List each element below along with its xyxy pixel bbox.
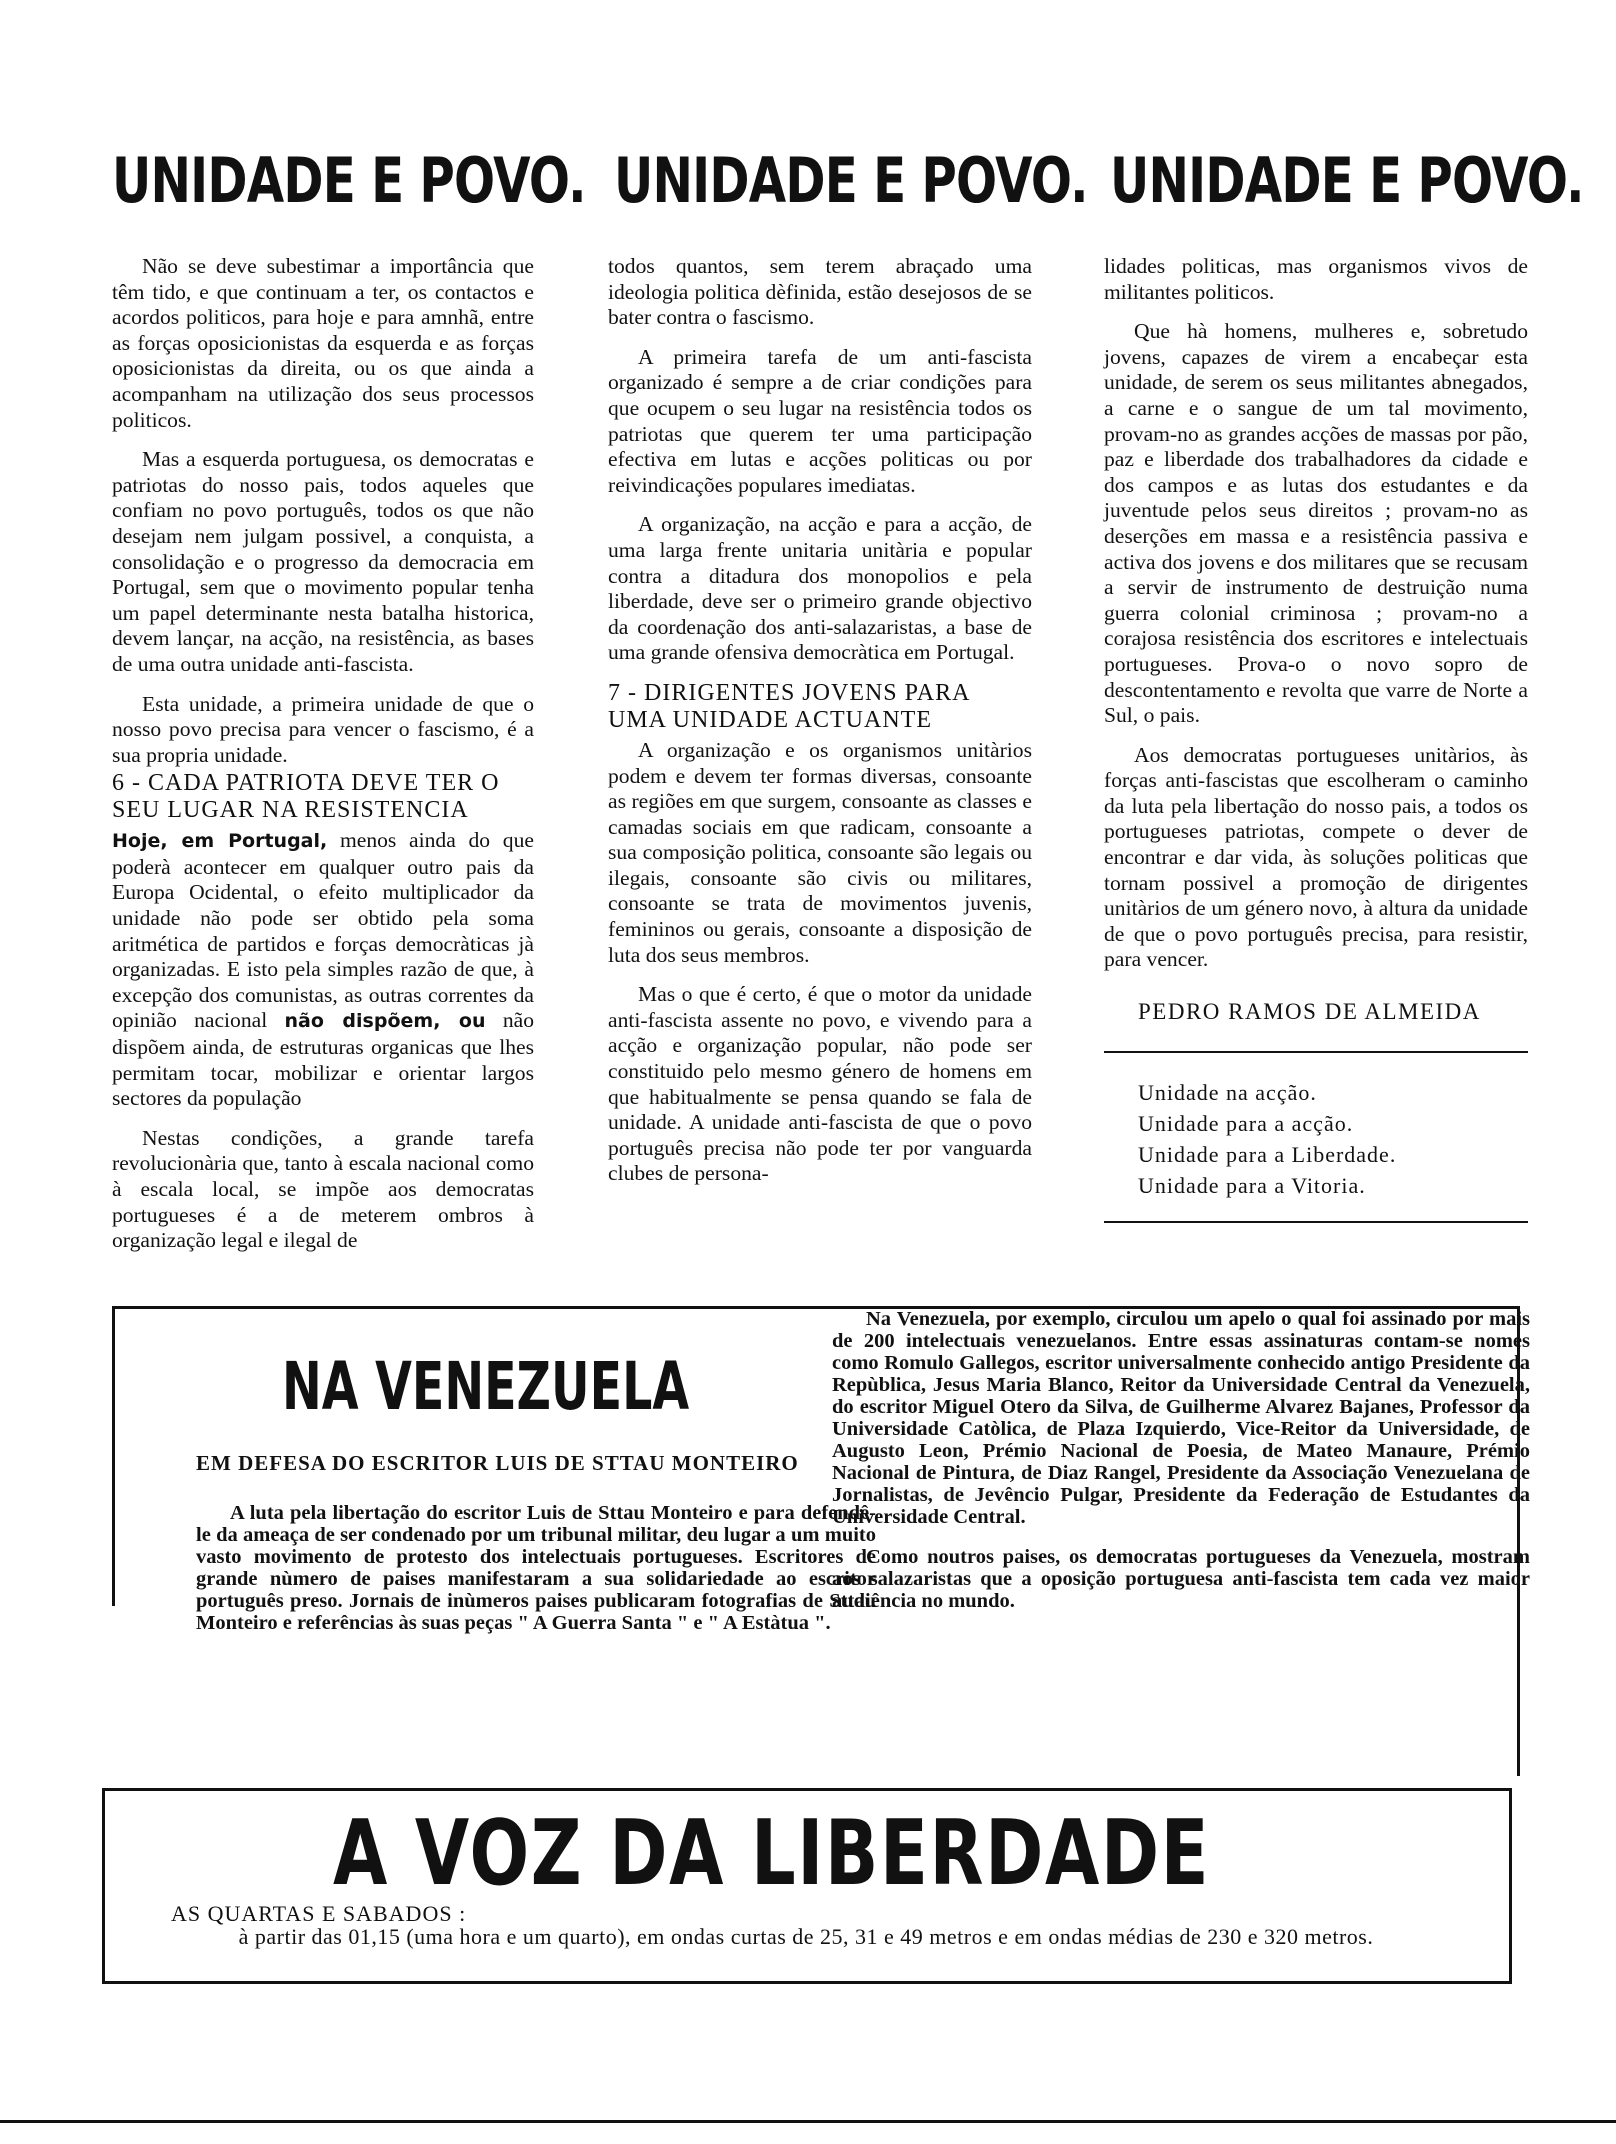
headline-3: UNIDADE E POVO.: [1110, 144, 1584, 217]
text-run: não dispõem ainda, de estruturas organicas que lhes permitam tocar, mobilizar e orientar largos sectores da população: [112, 1008, 534, 1111]
paragraph: A primeira tarefa de um anti-fascista organizado é sempre a de criar condições para que ocupem o seu lugar na resistência todos os patriotas que querem ter uma participação efectiva em lutas e acções politicas ou por reivindicações populares imediatas.: [608, 344, 1032, 497]
slogan: Unidade para a Vitoria.: [1138, 1172, 1366, 1198]
venezuela-body-right: [832, 1308, 1530, 1630]
venezuela-headline: NA VENEZUELA: [282, 1348, 690, 1425]
radio-schedule: AS QUARTAS E SABADOS :: [171, 1901, 467, 1926]
page-bottom-rule: [0, 2120, 1616, 2123]
paragraph: A organização, na acção e para a acção, de uma larga frente unitaria unitària e popular contra a ditadura dos monopolios e pela liberdade, deve ser o primeiro grande objectivo da coordenação dos anti-salazaristas, a base de uma grande ofensiva democràtica em Portugal.: [608, 512, 1032, 665]
paragraph: A organização e os organismos unitàrios podem e devem ter formas diversas, consoante as regiões em que surgem, consoante as classes e camadas sociais em que radicam, consoante a sua composição politica, consoante são legais ou ilegais, consoante são civis ou militares, consoante se trata de movimentos juvenis, femininos ou gerais, consoante a disposição de luta dos seus membros.: [608, 737, 1032, 967]
paragraph: Não se deve subestimar a importância que têm tido, e que continuam a ter, os contactos e acordos politicos, para hoje e para amnhã, entre as forças oposicionistas da esquerda e as forças oposicionistas da direita, ou os que ainda a acompanham na utilização dos seus processos politicos.: [112, 254, 534, 432]
divider: [1104, 1051, 1528, 1053]
slogan: Unidade na acção.: [1138, 1079, 1317, 1105]
venezuela-subhead: EM DEFESA DO ESCRITOR LUIS DE STTAU MONTEIRO: [196, 1451, 799, 1475]
paragraph: A luta pela libertação do escritor Luis de Sttau Monteiro e para defendê-le da ameaça de ser condenado por um tribunal militar, deu lugar a um muito vasto movimento de protesto dos intelectuais portugueses. Escritores de grande nùmero de paises manifestaram a sua solidariedade ao escritor português preso. Jornais de inùmeros paises publicaram fotografias de Sttau Monteiro e referências às suas peças " A Guerra Santa " e " A Estàtua ".: [196, 1502, 876, 1634]
slogan: Unidade para a Liberdade.: [1138, 1141, 1397, 1167]
bold-phrase: não dispõem, ou: [284, 1010, 486, 1033]
slogan-list: [1138, 1077, 1528, 1201]
article-column-2: [608, 254, 1032, 1201]
divider: [1104, 1221, 1528, 1223]
radio-headline: A VOZ DA LIBERDADE: [333, 1801, 1211, 1906]
paragraph: Que hà homens, mulheres e, sobretudo jovens, capazes de virem a encabeçar esta unidade, de serem os seus militantes abnegados, a carne e o sangue de um tal movimento, provam-no as grandes acções de massas por pão, paz e liberdade dos trabalhadores da cidade e dos campos e as lutas dos estudantes e da juventude pelos seus direitos ; provam-no as deserções em massa e a resistência passiva e activa dos jovens e dos militares que se recusam a servir de instrumento de destruição numa guerra colonial criminosa ; provam-no a corajosa resistência dos escritores e intelectuais portugueses. Prova-o o novo sopro de descontentamento e revolta que varre de Norte a Sul, o pais.: [1104, 319, 1528, 728]
radio-times: à partir das 01,15 (uma hora e um quarto), em ondas curtas de 25, 31 e 49 metros e em ondas médias de 230 e 320 metros.: [238, 1924, 1374, 1949]
headline-2: UNIDADE E POVO.: [614, 144, 1088, 217]
paragraph: Nestas condições, a grande tarefa revolucionària que, tanto à escala nacional como à escala local, se impõe aos democratas portugueses é a de meterem ombros à organização legal e ilegal de: [112, 1125, 534, 1253]
author-signature: PEDRO RAMOS DE ALMEIDA: [1138, 999, 1481, 1025]
section-heading-7: 7 - DIRIGENTES JOVENS PARA UMA UNIDADE ACTUANTE: [608, 679, 970, 733]
article-column-3: [1104, 254, 1528, 1223]
headline-1: UNIDADE E POVO.: [112, 144, 586, 217]
paragraph: Como noutros paises, os democratas portugueses da Venezuela, mostram aos salazaristas que a oposição portuguesa anti-fascista tem cada vez maior audiência no mundo.: [832, 1546, 1530, 1612]
paragraph: Esta unidade, a primeira unidade de que o nosso povo precisa para vencer o fascismo, é a sua propria unidade.: [112, 691, 534, 767]
box-border-left: [112, 1306, 115, 1606]
bold-phrase: Hoje, em Portugal,: [112, 830, 328, 853]
paragraph: [112, 828, 534, 1112]
venezuela-box: [112, 1306, 1530, 1766]
article-column-1: [112, 254, 534, 1268]
paragraph: Mas a esquerda portuguesa, os democratas e patriotas do nosso pais, todos aqueles que confiam no povo português, todos os que não desejam nem julgam possivel, a conquista, a consolidação e o progresso da democracia em Portugal, sem que o movimento popular tenha um papel determinante nesta batalha historica, devem lançar, na acção, na resistência, as bases de uma outra unidade anti-fascista.: [112, 447, 534, 676]
paragraph: Na Venezuela, por exemplo, circulou um apelo o qual foi assinado por mais de 200 intelectuais venezuelanos. Entre essas assinaturas contam-se nomes como Romulo Gallegos, escritor universalmente conhecido antigo Presidente da Repùblica, Jesus Maria Blanco, Reitor da Universidade Central da Venezuela, do escritor Miguel Otero da Silva, de Guilherme Alvarez Bajanes, Professor da Universidade Catòlica, de Plaza Izquierdo, Vice-Reitor da Universidade, de Augusto Leon, Prémio Nacional de Poesia, de Mateo Manaure, Prémio Nacional de Pintura, de Diaz Rangel, Presidente da Associação Venezuelana de Jornalistas, de Jevêncio Pulgar, Presidente da Federação de Estudantes da Universidade Central.: [832, 1308, 1530, 1528]
slogan: Unidade para a acção.: [1138, 1110, 1354, 1136]
radio-box: [102, 1788, 1512, 1984]
paragraph: lidades politicas, mas organismos vivos de militantes politicos.: [1104, 254, 1528, 304]
text-run: menos ainda do que poderà acontecer em qualquer outro pais da Europa Ocidental, o efeito multiplicador da unidade não pode ser obtido pela soma aritmética de partidos e forças democràticas jà organizadas. E isto pela simples razão de que, à excepção dos comunistas, as outras correntes da opinião nacional: [112, 828, 534, 1033]
paragraph: Aos democratas portugueses unitàrios, às forças anti-fascistas que escolheram o caminho da luta pela libertação do nosso pais, a todos os portugueses patriotas, compete o dever de encontrar e dar vida, às soluções politicas que tornam possivel a promoção de dirigentes unitàrios de um género novo, à altura da unidade de que o povo português precisa, para resistir, para vencer.: [1104, 742, 1528, 972]
paragraph: Mas o que é certo, é que o motor da unidade anti-fascista assente no povo, e vivendo para a acção e organização popular, não pode ser constituido pelo mesmo género de homens em que habitualmente se pensa quando se fala de unidade. A unidade anti-fascista de que o povo português precisa não pode ter por vanguarda clubes de persona-: [608, 982, 1032, 1186]
paragraph: todos quantos, sem terem abraçado uma ideologia politica dèfinida, estão desejosos de se bater contra o fascismo.: [608, 254, 1032, 330]
section-heading-6: 6 - CADA PATRIOTA DEVE TER O SEU LUGAR NA RESISTENCIA: [112, 770, 500, 824]
venezuela-body-left: [196, 1502, 876, 1652]
